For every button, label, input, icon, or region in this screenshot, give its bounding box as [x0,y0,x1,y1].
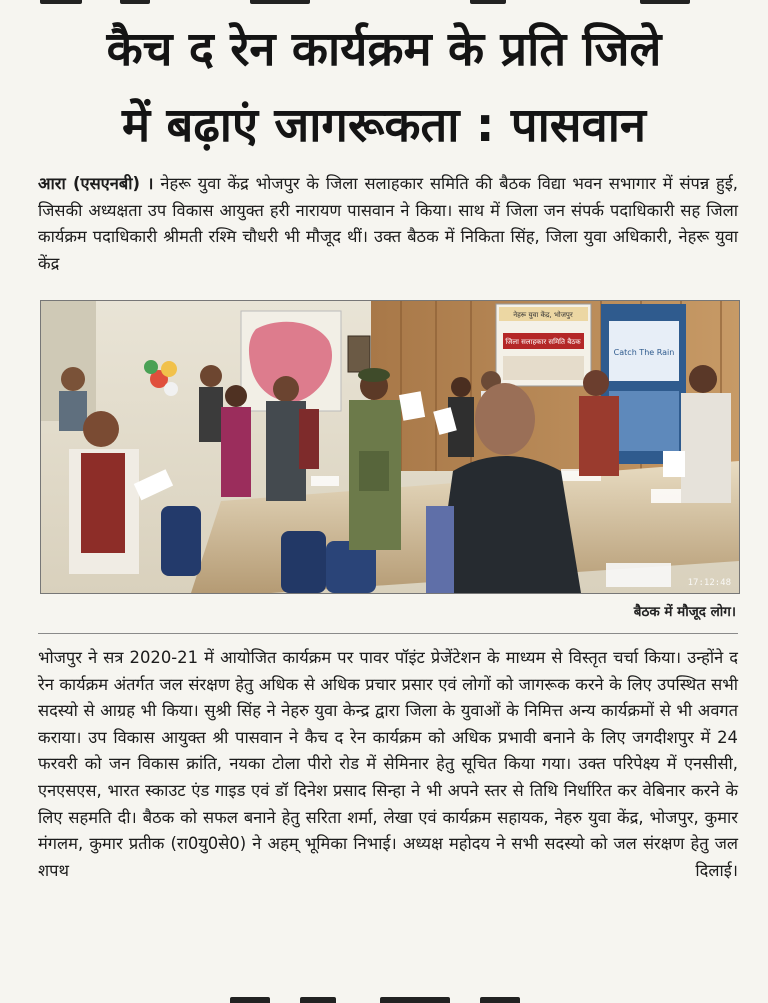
photo-caption: बैठक में मौजूद लोग। [633,604,736,620]
divider [38,633,738,634]
cut-text-fragment-bottom [0,995,768,1003]
poster-heading: Catch The Rain [613,348,675,357]
cut-text-fragment-top [0,0,768,8]
dateline: आरा (एसएनबी) । [38,174,154,193]
banner-heading: नेहरू युवा केंद्र, भोजपुर [513,311,573,319]
banner-subheading: जिला सलाहकार समिति बैठक [505,338,581,346]
lead-text: नेहरू युवा केंद्र भोजपुर के जिला सलाहकार समिति की बैठक विद्या भवन सभागार में संपन्न हुई, जिसकी अध्यक्षता उप विकास आयुक्त हरी नारायण पासवान ने किया। साथ में जिला जन संपर्क पदाधिकारी सह जिला कार्यक्रम पदाधिकारी श्रीमती रश्मि चौधरी भी मौजूद थीं। उक्त बैठक में निकिता सिंह, जिला युवा अधिकारी, नेहरू युवा केंद्र [38,174,738,273]
meeting-photo [40,300,740,594]
lead-paragraph [38,171,738,305]
headline [18,12,750,164]
photo-timestamp: 17:12:48 [687,578,731,588]
body-paragraph: भोजपुर ने सत्र 2020-21 में आयोजित कार्यक्रम पर पावर पॉइंट प्रेजेंटेशन के माध्यम से विस्तृत चर्चा किया। उन्होंने द रेन कार्यक्रम अंतर्गत जल संरक्षण हेतु अधिक से अधिक प्रचार प्रसार एवं लोगों को जागरूक करने के लिए उपस्थित सभी सदस्यो से आग्रह भी किया। सुश्री सिंह ने नेहरु युवा केन्द्र द्वारा जिला के युवाओं के निमित्त अन्य कार्यक्रमों से भी अवगत कराया। उप विकास आयुक्त श्री पासवान ने कैच द रेन कार्यक्रम को अधिक प्रभावी बनाने के लिए जगदीशपुर में 24 फरवरी को जन विकास क्रांति, नयका टोला पीरो रोड में सेमिनार हेतु सूचित किया गया। उक्त परिपेक्ष्य में एनसीसी, एनएसएस, भारत स्काउट एंड गाइड एवं डॉ दिनेश प्रसाद सिन्हा ने भी अपने स्तर से तिथि निर्धारित कर वेबिनार करने के लिए सहमति दी। बैठक को सफल बनाने हेतु सरिता शर्मा, लेखा एवं कार्यक्रम सहायक, नेहरु युवा केंद्र, भोजपुर, कुमार मंगलम, कुमार प्रतीक (रा0यु0से0) ने अहम् भूमिका निभाई। अध्यक्ष महोदय ने सभी सदस्यो को जल संरक्षण हेतु जल शपथ दिलाई। [38,648,738,880]
headline-line-2: में बढ़ाएं जागरूकता : पासवान [122,98,646,153]
headline-line-1: कैच द रेन कार्यक्रम के प्रति जिले [106,22,662,77]
